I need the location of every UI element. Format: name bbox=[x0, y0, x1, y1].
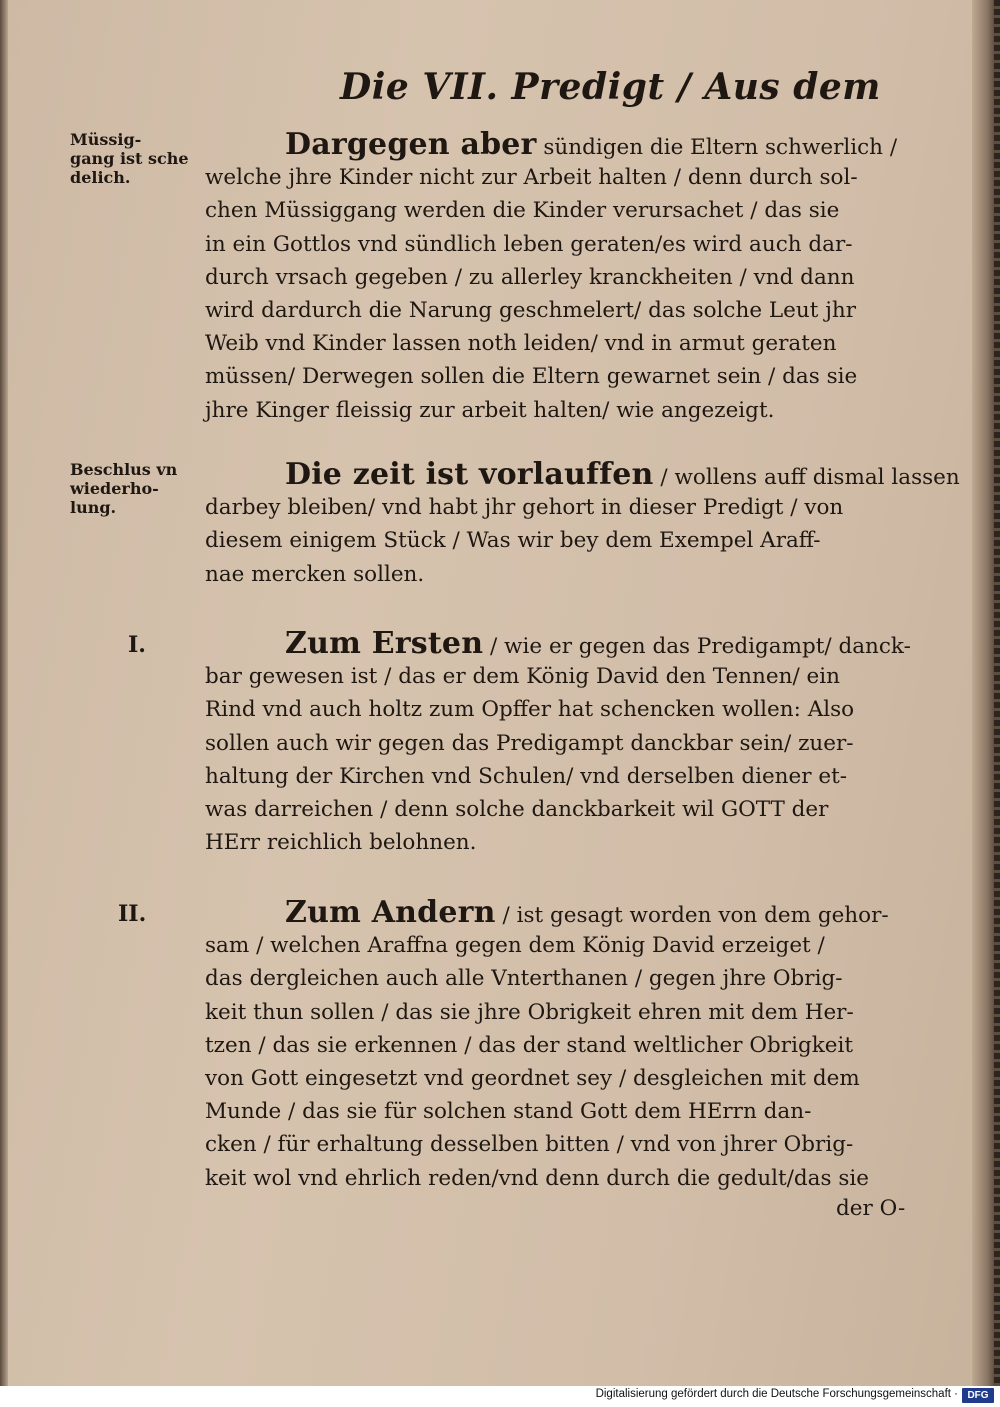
running-head: Die VII. Predigt / Aus dem bbox=[340, 66, 881, 108]
text-line: müssen/ Derwegen sollen die Eltern gewarnet sein / das sie bbox=[205, 364, 858, 390]
text-line: Zum Andern / ist gesagt worden von dem gehor- bbox=[285, 895, 889, 930]
text-line: von Gott eingesetzt vnd geordnet sey / desgleichen mit dem bbox=[205, 1065, 860, 1091]
text-line: das dergleichen auch alle Vnterthanen / gegen jhre Obrig- bbox=[205, 966, 843, 992]
footer-bar bbox=[0, 1386, 1000, 1407]
text-line: diesem einigem Stück / Was wir bey dem Exempel Araff- bbox=[205, 528, 821, 554]
section-number-2: II. bbox=[118, 901, 147, 927]
marginal-note-1 bbox=[70, 130, 205, 187]
paragraph-2 bbox=[205, 457, 960, 591]
marginal-line: Beschlus vn bbox=[70, 460, 178, 479]
text-line: welche jhre Kinder nicht zur Arbeit halten / denn durch sol- bbox=[205, 165, 858, 191]
lead-word: Zum Andern bbox=[285, 895, 496, 930]
marginal-line: Müssig- bbox=[70, 130, 142, 149]
text-line: chen Müssiggang werden die Kinder verursachet / das sie bbox=[205, 198, 840, 224]
lead-word: Zum Ersten bbox=[285, 626, 484, 661]
dfg-logo-icon: DFG bbox=[962, 1388, 994, 1403]
text-line: Dargegen aber sündigen die Eltern schwerlich / bbox=[285, 127, 898, 162]
paragraph-1 bbox=[205, 128, 920, 427]
section-number-1: I. bbox=[128, 632, 146, 658]
text-line: Munde / das sie für solchen stand Gott dem HErrn dan- bbox=[205, 1099, 812, 1125]
page-right-edge bbox=[972, 0, 1000, 1386]
text-line: in ein Gottlos vnd sündlich leben geraten/es wird auch dar- bbox=[205, 231, 853, 257]
text-line: nae mercken sollen. bbox=[205, 561, 425, 587]
catchword: der O- bbox=[836, 1196, 906, 1221]
text-line: was darreichen / denn solche danckbarkeit wil GOTT der bbox=[205, 796, 829, 822]
page-left-edge bbox=[0, 0, 8, 1386]
marginal-note-2 bbox=[70, 460, 205, 517]
text-line: darbey bleiben/ vnd habt jhr gehort in dieser Predigt / von bbox=[205, 495, 844, 521]
text-line: Zum Ersten / wie er gegen das Predigampt/ danck- bbox=[285, 626, 911, 661]
lead-word: Die zeit ist vorlauffen bbox=[285, 457, 654, 492]
text-line: sollen auch wir gegen das Predigampt danckbar sein/ zuer- bbox=[205, 730, 854, 756]
paragraph-3 bbox=[205, 627, 920, 859]
marginal-line: gang ist sche bbox=[70, 149, 189, 168]
text-line: Die zeit ist vorlauffen / wollens auff dismal lassen bbox=[285, 457, 960, 492]
marginal-line: lung. bbox=[70, 498, 117, 517]
text-line: bar gewesen ist / das er dem König David den Tennen/ ein bbox=[205, 664, 840, 690]
marginal-line: delich. bbox=[70, 168, 131, 187]
text-line: Rind vnd auch holtz zum Opffer hat schencken wollen: Also bbox=[205, 697, 855, 723]
text-line: durch vrsach gegeben / zu allerley kranckheiten / vnd dann bbox=[205, 264, 855, 290]
text-line: keit thun sollen / das sie jhre Obrigkeit ehren mit dem Her- bbox=[205, 999, 854, 1025]
text-line: cken / für erhaltung desselben bitten / vnd von jhrer Obrig- bbox=[205, 1132, 854, 1158]
text-line: tzen / das sie erkennen / das der stand weltlicher Obrigkeit bbox=[205, 1032, 853, 1058]
marginal-line: wiederho- bbox=[70, 479, 159, 498]
text-line: jhre Kinger fleissig zur arbeit halten/ wie angezeigt. bbox=[205, 397, 775, 423]
paragraph-4 bbox=[205, 896, 920, 1195]
funding-credit: Digitalisierung gefördert durch die Deutsche Forschungsgemeinschaft · bbox=[595, 1388, 958, 1400]
text-line: sam / welchen Araffna gegen dem König David erzeiget / bbox=[205, 933, 825, 959]
text-line: keit wol vnd ehrlich reden/vnd denn durch die gedult/das sie bbox=[205, 1165, 870, 1191]
text-line: Weib vnd Kinder lassen noth leiden/ vnd in armut geraten bbox=[205, 331, 837, 357]
text-line: HErr reichlich belohnen. bbox=[205, 830, 477, 856]
text-line: haltung der Kirchen vnd Schulen/ vnd derselben diener et- bbox=[205, 763, 847, 789]
lead-word: Dargegen aber bbox=[285, 127, 537, 162]
binding-strip bbox=[994, 0, 1000, 1386]
text-line: wird dardurch die Narung geschmelert/ das solche Leut jhr bbox=[205, 297, 856, 323]
